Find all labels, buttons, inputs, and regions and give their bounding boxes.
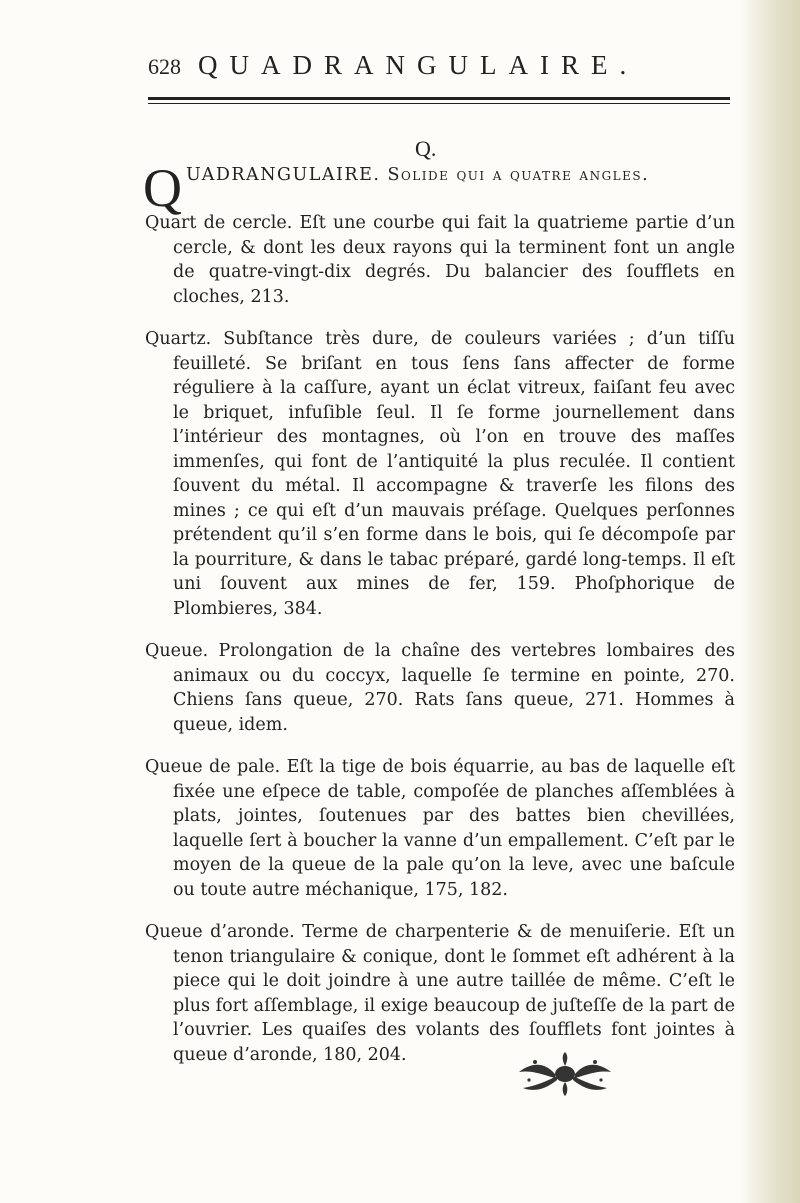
drop-cap: Q [143, 158, 182, 218]
header-rule-thin [148, 103, 730, 104]
page-edge-shadow [740, 0, 800, 1203]
running-header [148, 50, 728, 90]
dictionary-body [143, 158, 735, 1085]
page-number: 628 [148, 54, 181, 79]
entry-queue: Queue. Prolongation de la chaîne des vertebres lombaires des animaux ou du coccyx, laquelle ſe termine en pointe, 270. Chiens ſans queue, 270. Rats ſans queue, 271. Hommes à queue, idem. [145, 641, 735, 735]
entry-text: UADRANGULAIRE. Solide qui a quatre angles. [186, 165, 650, 185]
entry-quart-de-cercle: Quart de cercle. Eſt une courbe qui fait la quatrieme partie d’un cercle, & dont les deux rayons qui la terminent font un angle de quatre-vingt-dix degrés. Du balancier des ſoufflets en cloches, 213. [145, 213, 735, 307]
printers-ornament-icon [505, 1050, 625, 1098]
running-title: QUADRANGULAIRE. [198, 50, 639, 80]
section-letter: Q. [415, 136, 437, 161]
entry-quartz: Quartz. Subſtance très dure, de couleurs variées ; d’un tiſſu feuilleté. Se briſant en tous ſens ſans affecter de forme réguliere à la caſſure, ayant un éclat vitreux, faiſant feu avec le briquet, infuſible ſeul. Il ſe forme journellement dans l’intérieur des montagnes, où l’on en trouve des maſſes immenſes, qui font de l’antiquité la plus reculée. Il contient ſouvent du métal. Il accompagne & traverſe les filons des mines ; ce qui eſt d’un mauvais préſage. Quelques perſonnes prétendent qu’il s’en forme dans le bois, qui ſe décompoſe par la pourriture, & dans le tabac préparé, gardé long-temps. Il eſt uni ſouvent aux mines de fer, 159. Phoſphorique de Plombieres, 384. [145, 329, 735, 619]
entry-queue-d-aronde: Queue d’aronde. Terme de charpenterie & de menuiſerie. Eſt un tenon triangulaire & conique, dont le ſommet eſt adhérent à la piece qui le doit joindre à une autre taillée de même. C’eſt le plus fort aſſemblage, il exige beaucoup de juſteſſe de la part de l’ouvrier. Les quaiſes des volants des ſoufflets font jointes à queue d’aronde, 180, 204. [145, 922, 735, 1065]
entry-quadrangulaire [143, 158, 735, 218]
header-rule-thick [148, 97, 730, 100]
entry-queue-de-pale: Queue de pale. Eſt la tige de bois équarrie, au bas de laquelle eſt fixée une eſpece de table, compoſée de planches aſſemblées à plats, jointes, ſoutenues par des battes bien chevillées, laquelle ſert à boucher la vanne d’un empallement. C’eſt par le moyen de la queue de la pale qu’on la leve, avec une baſcule ou toute autre méchanique, 175, 182. [145, 757, 735, 900]
